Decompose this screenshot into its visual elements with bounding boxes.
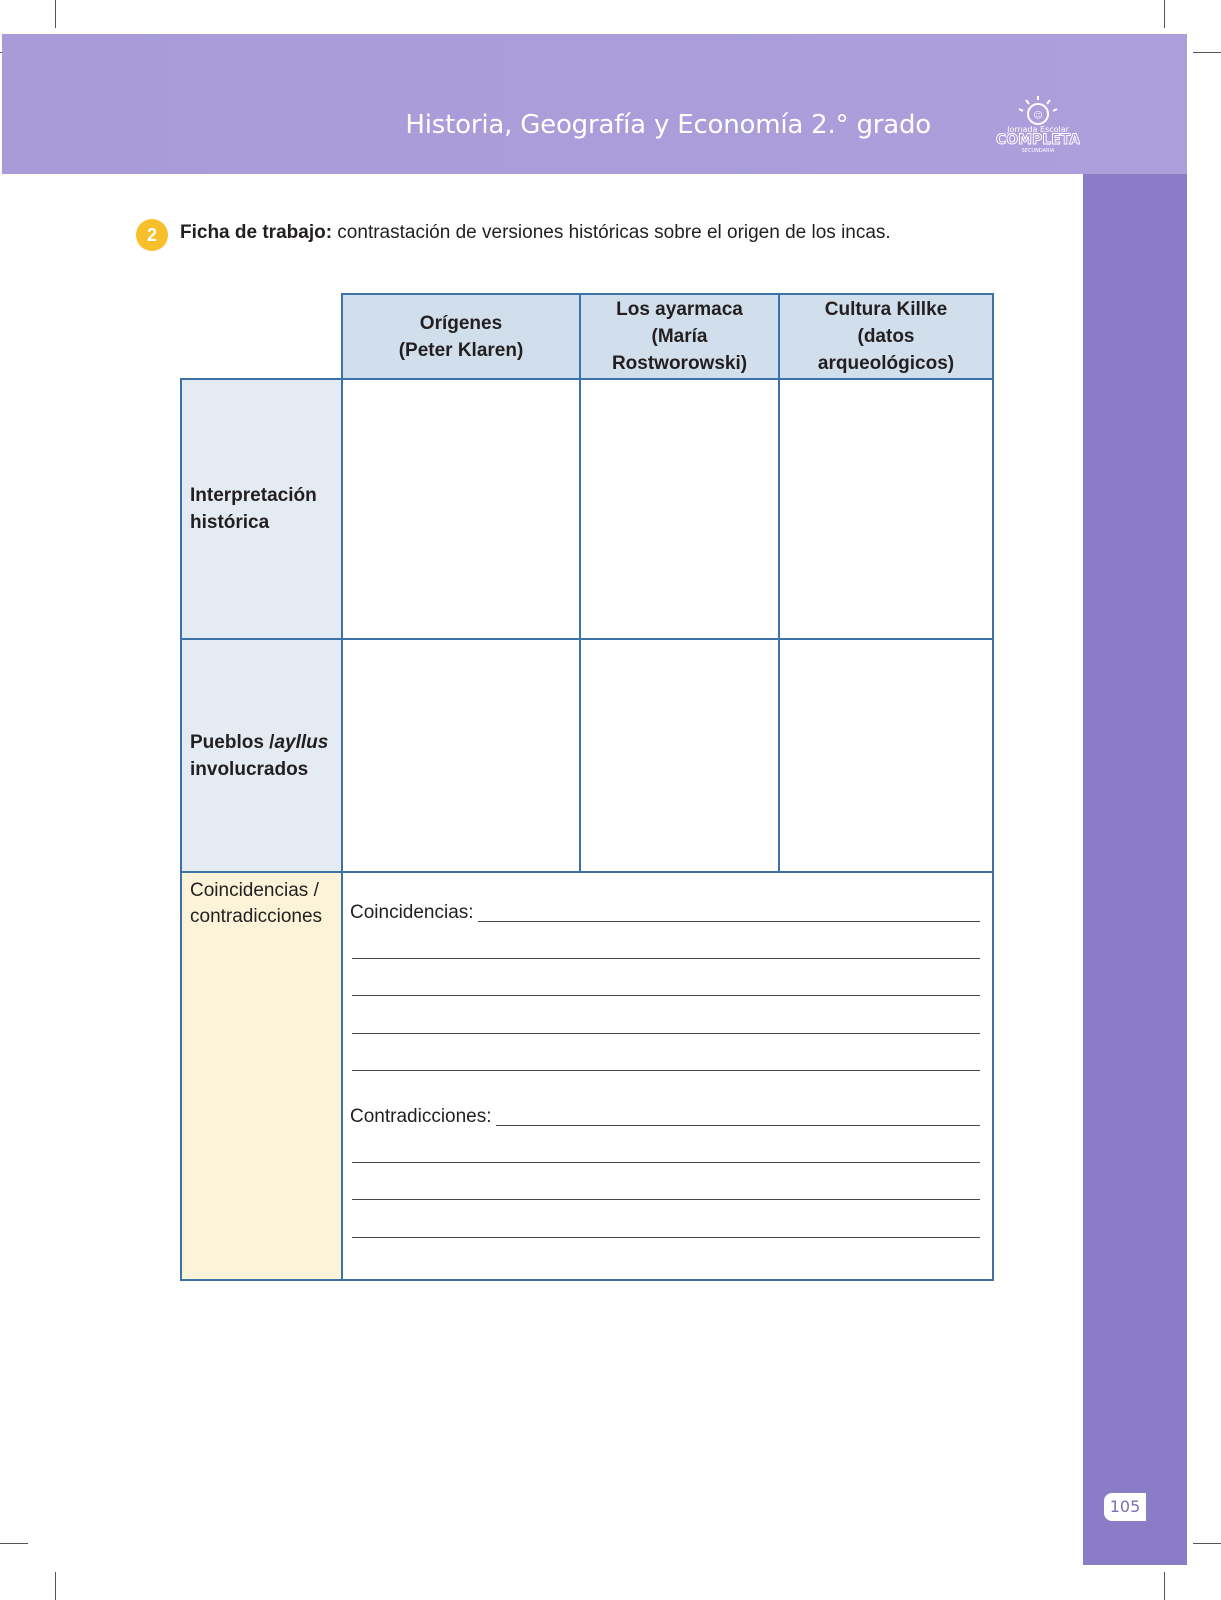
row-header-pueblos: [180, 638, 343, 873]
row-header-line: Coincidencias /: [190, 880, 319, 901]
jornada-escolar-completa-logo: [996, 94, 1080, 156]
row-header-line: histórica: [190, 512, 270, 533]
row-header-line: Interpretación: [190, 485, 317, 506]
row-header-emphasis: ayllus: [274, 731, 329, 753]
contradicciones-label: Contradicciones:: [350, 1106, 496, 1128]
column-header-line: Orígenes: [419, 312, 503, 334]
crop-mark: [1164, 0, 1165, 28]
column-header-origenes: [341, 293, 581, 380]
answer-cell[interactable]: [579, 638, 780, 873]
page-number: 105: [1104, 1493, 1146, 1521]
column-header-line: arqueológicos): [817, 353, 955, 374]
column-header-line: Los ayarmaca: [616, 299, 743, 320]
writing-line[interactable]: [352, 1237, 980, 1238]
crop-mark: [55, 0, 56, 28]
row-header-line: involucrados: [190, 758, 309, 780]
column-header-ayarmaca: [579, 293, 780, 380]
answer-cell[interactable]: [579, 378, 780, 640]
svg-text:☺: ☺: [1033, 111, 1043, 121]
row-header-line: contradicciones: [190, 906, 323, 927]
row-header-line: Pueblos /: [190, 731, 275, 753]
answer-cell[interactable]: [778, 638, 994, 873]
svg-text:Jornada Escolar: Jornada Escolar: [1007, 125, 1069, 134]
crop-mark: [0, 1543, 28, 1544]
row-header-interpretacion: [180, 378, 343, 640]
coincidencias-label: Coincidencias:: [350, 902, 478, 924]
column-header-line: Rostworowski): [611, 353, 748, 374]
writing-line[interactable]: [352, 1162, 980, 1163]
writing-line[interactable]: [352, 995, 980, 996]
writing-line[interactable]: [352, 1070, 980, 1071]
answer-cell[interactable]: [341, 378, 581, 640]
crop-mark: [1193, 52, 1221, 53]
task-instruction: [136, 219, 1036, 251]
answer-cell[interactable]: [341, 638, 581, 873]
svg-text:SECUNDARIA: SECUNDARIA: [1021, 148, 1055, 154]
task-description: contrastación de versiones históricas sobre el origen de los incas.: [332, 222, 891, 243]
column-header-line: (datos: [857, 326, 915, 347]
writing-line[interactable]: [352, 1199, 980, 1200]
side-bar: [1083, 174, 1187, 1565]
row-header-coincidencias: [180, 871, 343, 1281]
writing-line[interactable]: [352, 958, 980, 959]
task-label: Ficha de trabajo:: [180, 222, 333, 243]
crop-mark: [55, 1572, 56, 1600]
column-header-killke: [778, 293, 994, 380]
task-text: [180, 222, 891, 244]
writing-area[interactable]: [341, 871, 994, 1281]
column-header-line: (María: [651, 326, 708, 347]
svg-text:COMPLETA: COMPLETA: [996, 132, 1080, 148]
crop-mark: [1193, 1543, 1221, 1544]
answer-cell[interactable]: [778, 378, 994, 640]
column-header-line: (Peter Klaren): [398, 339, 524, 361]
column-header-line: Cultura Killke: [824, 299, 948, 320]
crop-mark: [1164, 1572, 1165, 1600]
task-number-badge: 2: [136, 219, 168, 251]
writing-line[interactable]: [352, 1033, 980, 1034]
page-title: Historia, Geografía y Economía 2.° grado: [405, 110, 931, 140]
